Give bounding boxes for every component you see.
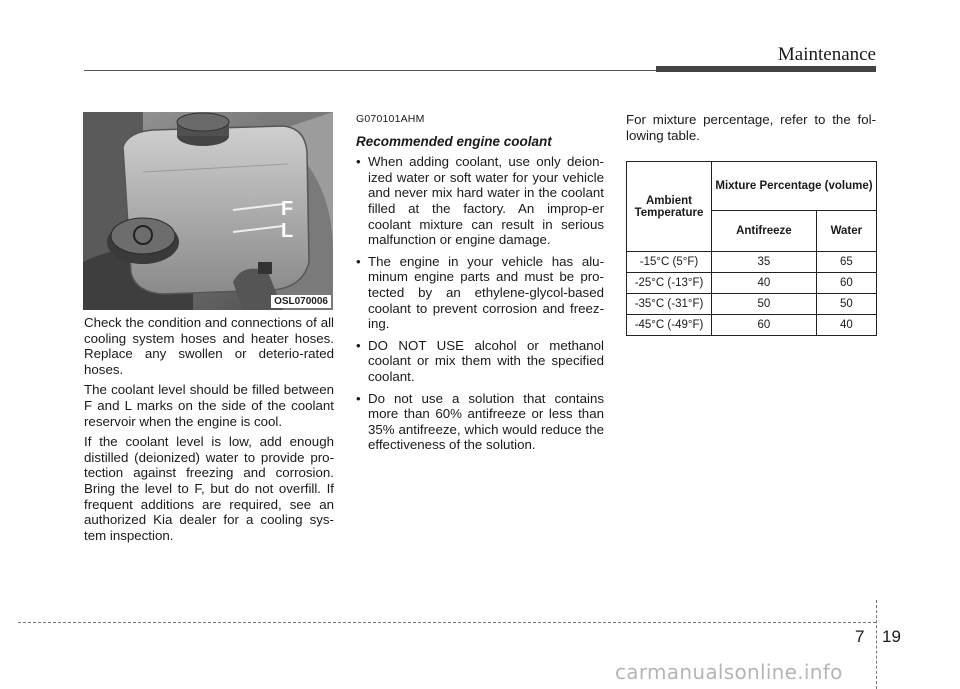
footer-divider: [876, 600, 877, 689]
table-row: [627, 315, 877, 336]
chapter-number: 7: [855, 627, 865, 646]
table-row: [627, 252, 877, 273]
full-mark-label: F: [281, 198, 294, 220]
water-cell: 50: [816, 294, 876, 315]
temperature-cell: -35°C (-31°F): [627, 294, 712, 315]
low-mark-label: L: [281, 220, 294, 242]
page-number: 19: [882, 627, 901, 646]
section-heading: Recommended engine coolant: [356, 133, 552, 149]
figure-code: OSL070006: [271, 295, 331, 308]
list-item: • DO NOT USE alcohol or methanol coolant or mix them with the specified coolant.: [356, 338, 604, 385]
list-item: • The engine in your vehicle has alu-minum engine parts and must be pro-tected by an ethylene-glycol-based coolant to prevent corrosion and freez-ing.: [356, 254, 604, 332]
watermark: carmanualsonline.info: [615, 660, 843, 684]
paragraph: For mixture percentage, refer to the fol-lowing table.: [626, 112, 876, 143]
water-cell: 65: [816, 252, 876, 273]
table-row: [627, 273, 877, 294]
cooling-hoses-text: [84, 315, 334, 548]
header-rule: [84, 70, 664, 71]
temperature-cell: -15°C (5°F): [627, 252, 712, 273]
antifreeze-cell: 35: [712, 252, 817, 273]
water-cell: 40: [816, 315, 876, 336]
coolant-bullet-list: [356, 154, 604, 453]
reservoir-illustration: [83, 112, 333, 310]
list-item: • Do not use a solution that contains more than 60% antifreeze or less than 35% antifreeze, which would reduce the effectiveness of the solution.: [356, 391, 604, 453]
paragraph: If the coolant level is low, add enough distilled (deionized) water to provide pro-tection against freezing and corrosion. Bring the level to F, but do not overfill. If frequent additions are required, see an authorized Kia dealer for a cooling sys-tem inspection.: [84, 434, 334, 543]
antifreeze-cell: 60: [712, 315, 817, 336]
section-code: G070101AHM: [356, 113, 425, 125]
coolant-reservoir-photo: [83, 112, 333, 310]
mixture-percentage-header: Mixture Percentage (volume): [712, 162, 877, 211]
header-rule-accent: [656, 66, 876, 72]
mixture-table: [626, 161, 877, 336]
temperature-cell: -45°C (-49°F): [627, 315, 712, 336]
water-cell: 60: [816, 273, 876, 294]
paragraph: The coolant level should be filled between F and L marks on the side of the coolant reservoir when the engine is cool.: [84, 382, 334, 429]
footer-rule: [18, 622, 876, 623]
section-title: Maintenance: [777, 44, 876, 65]
list-item: • When adding coolant, use only deion-ized water or soft water for your vehicle and never mix hard water in the coolant filled at the factory. An improp-er coolant mixture can result in serious malfunction or engine damage.: [356, 154, 604, 248]
water-header: Water: [816, 211, 876, 252]
antifreeze-header: Antifreeze: [712, 211, 817, 252]
recommended-coolant-section: [356, 112, 604, 459]
antifreeze-cell: 40: [712, 273, 817, 294]
table-row: [627, 294, 877, 315]
mixture-intro: [626, 112, 876, 148]
ambient-temperature-header: Ambient Temperature: [627, 162, 712, 252]
temperature-cell: -25°C (-13°F): [627, 273, 712, 294]
paragraph: Check the condition and connections of all cooling system hoses and heater hoses. Replace any swollen or deterio-rated hoses.: [84, 315, 334, 377]
antifreeze-cell: 50: [712, 294, 817, 315]
